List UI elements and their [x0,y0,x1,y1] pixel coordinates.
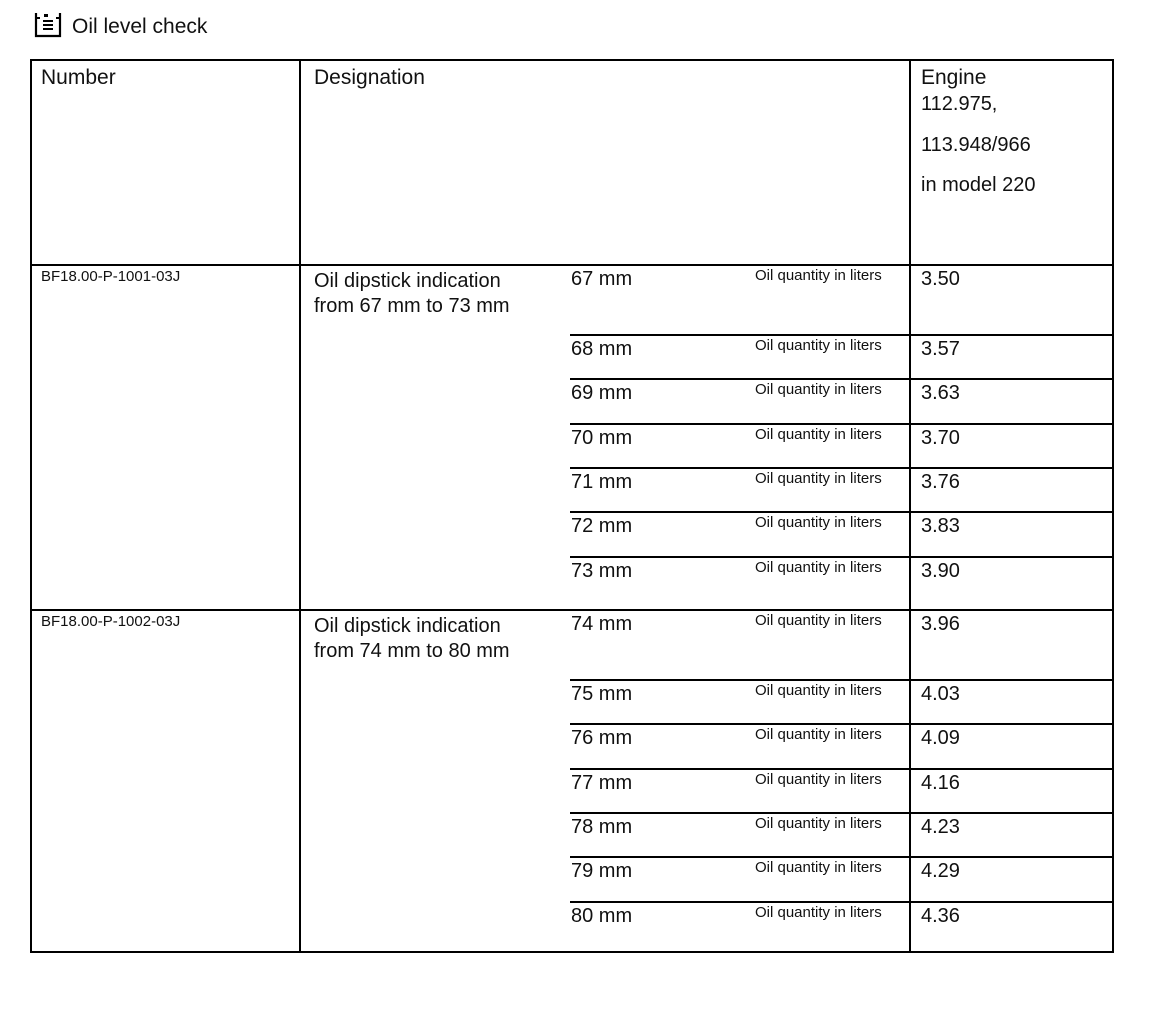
oil-quantity-value: 3.83 [921,515,960,537]
dipstick-mm: 77 mm [571,772,633,794]
column-divider-engine [909,59,911,953]
oil-quantity-label: Oil quantity in liters [755,726,882,743]
oil-quantity-value: 3.50 [921,268,960,290]
row-divider [570,679,1114,681]
row-divider [570,467,1114,469]
dipstick-mm: 69 mm [571,382,633,404]
designation-line: from 67 mm to 73 mm [314,295,510,317]
dipstick-mm: 76 mm [571,727,633,749]
oil-quantity-label: Oil quantity in liters [755,815,882,832]
row-divider [570,378,1114,380]
row-divider [570,334,1114,336]
section-header [33,10,207,40]
row-divider [570,423,1114,425]
row-divider [570,556,1114,558]
group-designation [314,614,554,664]
oil-quantity-value: 3.96 [921,613,960,635]
designation-line: Oil dipstick indication [314,270,501,292]
oil-quantity-label: Oil quantity in liters [755,682,882,699]
dipstick-mm: 70 mm [571,427,633,449]
header-divider [30,264,1114,266]
oil-quantity-value: 4.09 [921,727,960,749]
oil-quantity-value: 3.57 [921,338,960,360]
oil-quantity-label: Oil quantity in liters [755,904,882,921]
oil-quantity-label: Oil quantity in liters [755,470,882,487]
dipstick-mm: 75 mm [571,683,633,705]
oil-quantity-value: 4.29 [921,860,960,882]
row-divider [570,856,1114,858]
header-engine-line-3: in model 220 [921,174,1036,196]
group-number: BF18.00-P-1002-03J [41,613,181,630]
oil-quantity-label: Oil quantity in liters [755,612,882,629]
oil-quantity-label: Oil quantity in liters [755,337,882,354]
oil-quantity-value: 4.16 [921,772,960,794]
designation-line: Oil dipstick indication [314,615,501,637]
group-number: BF18.00-P-1001-03J [41,268,181,285]
dipstick-mm: 72 mm [571,515,633,537]
table-border-top [30,59,1114,61]
oil-can-icon [33,10,63,40]
table-border-left [30,59,32,953]
oil-quantity-value: 4.36 [921,905,960,927]
oil-quantity-table [30,59,1114,953]
row-divider [570,723,1114,725]
table-border-bottom [30,951,1114,953]
oil-quantity-label: Oil quantity in liters [755,426,882,443]
oil-quantity-value: 3.90 [921,560,960,582]
dipstick-mm: 68 mm [571,338,633,360]
oil-quantity-label: Oil quantity in liters [755,514,882,531]
dipstick-mm: 74 mm [571,613,633,635]
column-divider-number [299,59,301,953]
table-border-right [1112,59,1114,953]
dipstick-mm: 79 mm [571,860,633,882]
dipstick-mm: 78 mm [571,816,633,838]
header-engine-line-2: 113.948/966 [921,134,1031,156]
oil-quantity-label: Oil quantity in liters [755,771,882,788]
header-designation: Designation [314,66,425,89]
header-engine: Engine [921,66,987,89]
oil-quantity-label: Oil quantity in liters [755,381,882,398]
header-engine-line-1: 112.975, [921,93,998,115]
group-designation [314,269,554,319]
dipstick-mm: 71 mm [571,471,633,493]
row-divider [570,511,1114,513]
dipstick-mm: 67 mm [571,268,633,290]
oil-quantity-label: Oil quantity in liters [755,559,882,576]
oil-quantity-value: 4.23 [921,816,960,838]
oil-quantity-label: Oil quantity in liters [755,859,882,876]
row-divider [570,901,1114,903]
designation-line: from 74 mm to 80 mm [314,640,510,662]
section-title: Oil level check [72,15,208,38]
oil-quantity-value: 3.76 [921,471,960,493]
dipstick-mm: 73 mm [571,560,633,582]
oil-quantity-value: 3.70 [921,427,960,449]
row-divider [570,768,1114,770]
oil-quantity-label: Oil quantity in liters [755,267,882,284]
oil-quantity-value: 3.63 [921,382,960,404]
row-divider [570,812,1114,814]
oil-quantity-value: 4.03 [921,683,960,705]
header-number: Number [41,66,116,89]
group-divider [30,609,1114,611]
dipstick-mm: 80 mm [571,905,633,927]
